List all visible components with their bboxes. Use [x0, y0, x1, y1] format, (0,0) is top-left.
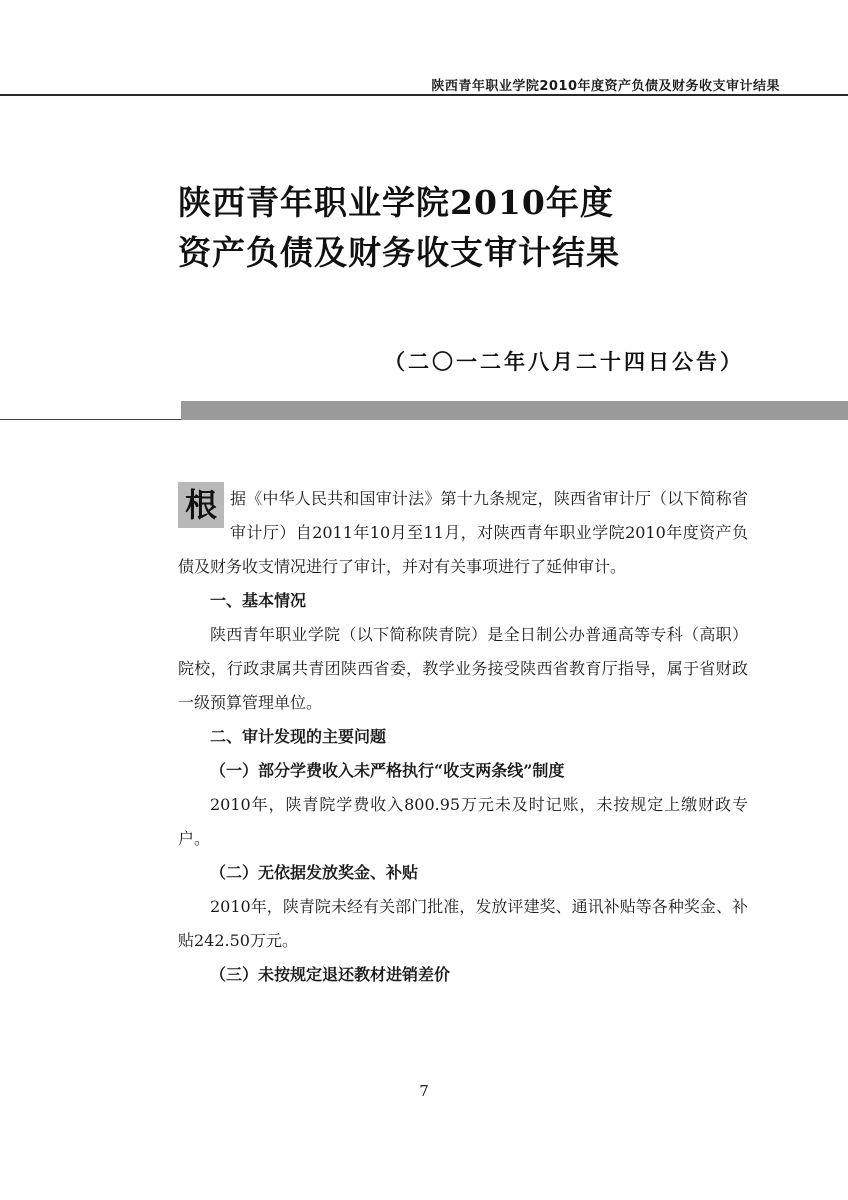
document-title [178, 178, 620, 278]
intro-paragraph [178, 470, 748, 584]
drop-cap: 根 [178, 482, 224, 528]
running-header: 陕西青年职业学院2010年度资产负债及财务收支审计结果 [431, 79, 780, 94]
subheading-1: （一）部分学费收入未严格执行“收支两条线”制度 [210, 761, 565, 780]
decorative-thin-rule [0, 419, 181, 420]
decorative-gray-bar [181, 401, 848, 420]
intro-text: 据《中华人民共和国审计法》第十九条规定，陕西省审计厅（以下简称省审计厅）自2011年10月至11月，对陕西青年职业学院2010年度资产负债及财务收支情况进行了审计，并对有关事项进行了延伸审计。 [178, 489, 748, 576]
paragraph-bonus: 2010年，陕青院未经有关部门批准，发放评建奖、通讯补贴等各种奖金、补贴242.50万元。 [178, 897, 748, 950]
paragraph-tuition: 2010年，陕青院学费收入800.95万元未及时记账，未按规定上缴财政专户。 [178, 795, 748, 848]
section-heading-1: 一、基本情况 [210, 591, 307, 610]
subheading-3: （三）未按规定退还教材进销差价 [210, 965, 451, 984]
section-heading-2: 二、审计发现的主要问题 [210, 727, 387, 746]
body-text [178, 470, 748, 992]
title-line-1: 陕西青年职业学院2010年度 [178, 183, 614, 222]
header-rule [0, 94, 848, 96]
title-line-2: 资产负债及财务收支审计结果 [178, 233, 620, 272]
paragraph-basic-info: 陕西青年职业学院（以下简称陕青院）是全日制公办普通高等专科（高职）院校，行政隶属共青团陕西省委，教学业务接受陕西省教育厅指导，属于省财政一级预算管理单位。 [178, 625, 748, 712]
subheading-2: （二）无依据发放奖金、补贴 [210, 863, 419, 882]
page-number: 7 [419, 1082, 429, 1100]
announcement-date: （二〇一二年八月二十四日公告） [384, 350, 744, 374]
